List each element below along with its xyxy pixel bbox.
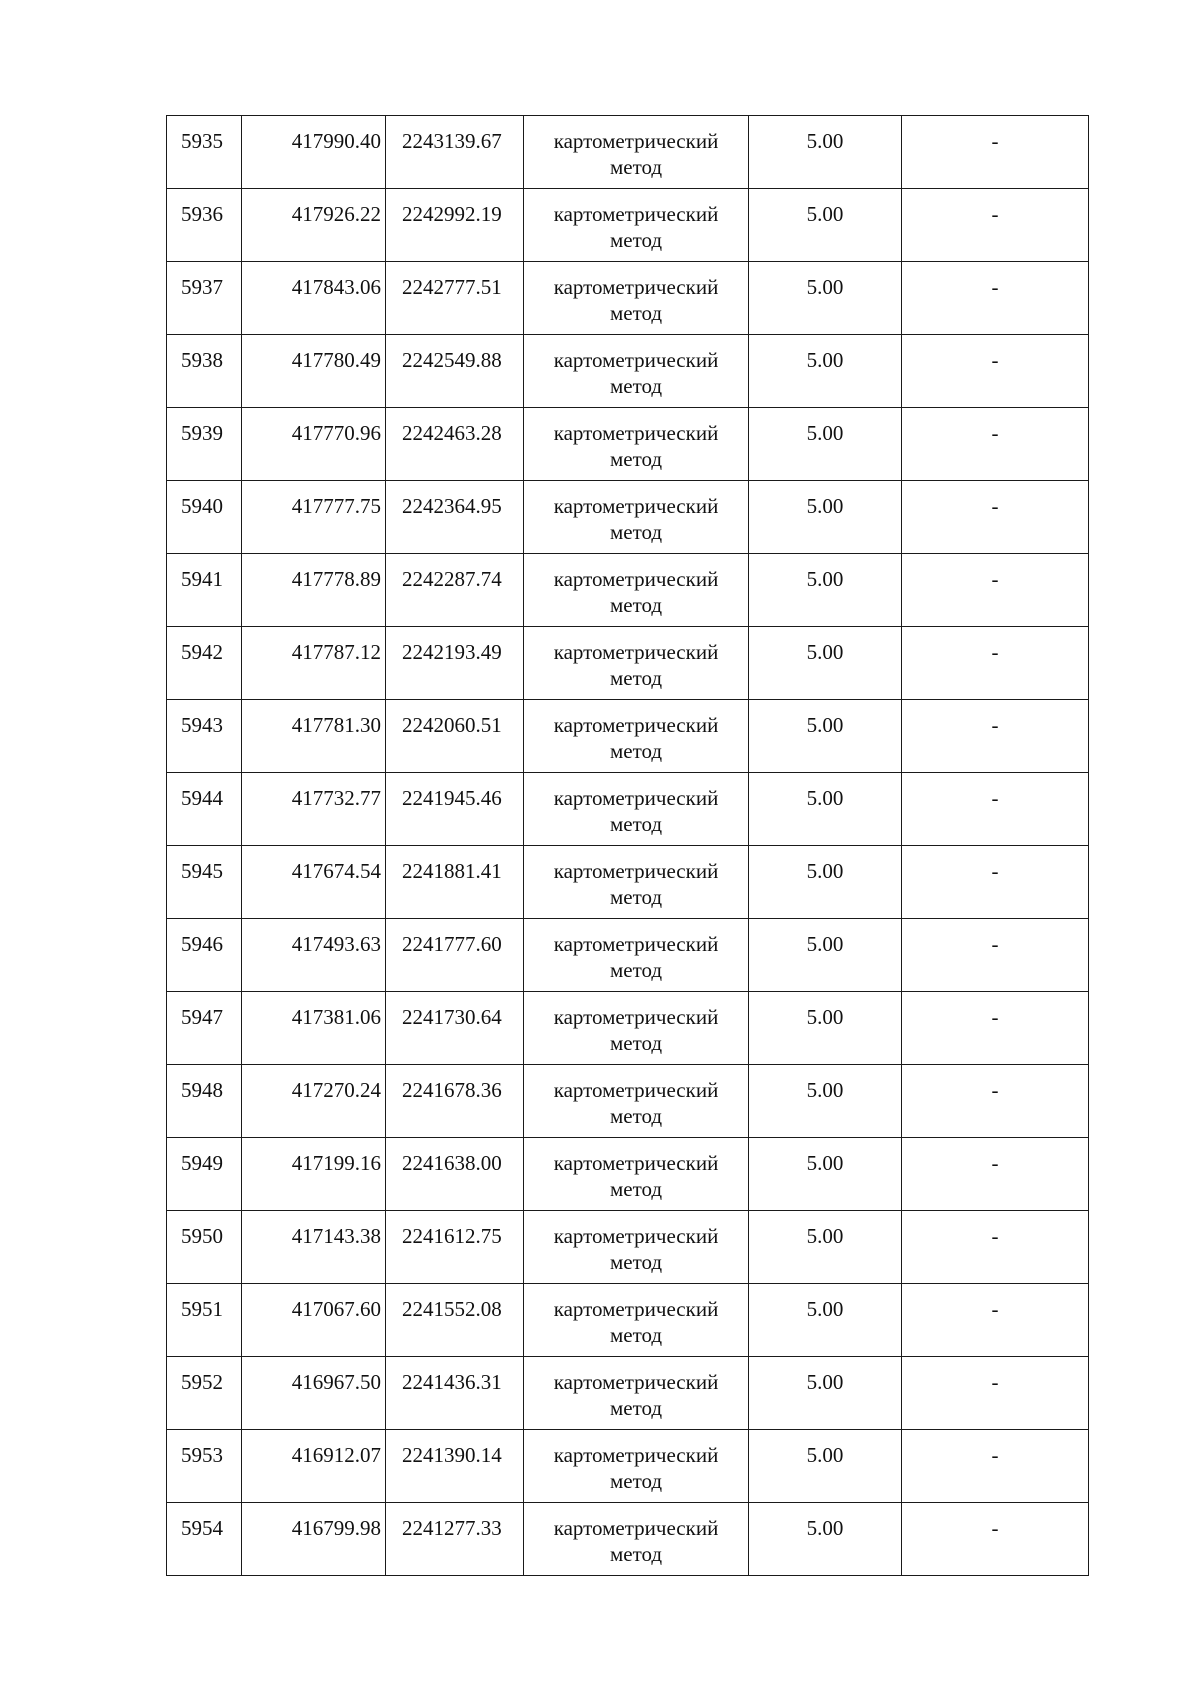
y-coordinate-cell: 2241436.31 [386,1357,524,1430]
accuracy-cell: 5.00 [749,919,902,992]
method-line-1: картометрический [553,494,719,518]
method-line-2: метод [609,1542,663,1566]
description-cell: - [902,262,1089,335]
method-line-1: картометрический [553,1297,719,1321]
accuracy-cell: 5.00 [749,1357,902,1430]
x-coordinate-cell: 417777.75 [242,481,386,554]
method-line-1: картометрический [553,932,719,956]
method-cell [524,1065,749,1138]
method-line-2: метод [609,666,663,690]
point-number-cell: 5938 [167,335,242,408]
method-line-2: метод [609,1469,663,1493]
method-cell [524,408,749,481]
accuracy-cell: 5.00 [749,1284,902,1357]
method-cell [524,846,749,919]
table-row [167,700,1089,773]
accuracy-cell: 5.00 [749,773,902,846]
method-line-1: картометрический [553,1370,719,1394]
table-row [167,1211,1089,1284]
table-row [167,116,1089,189]
method-line-1: картометрический [553,1151,719,1175]
y-coordinate-cell: 2241612.75 [386,1211,524,1284]
y-coordinate-cell: 2241881.41 [386,846,524,919]
description-cell: - [902,335,1089,408]
x-coordinate-cell: 416912.07 [242,1430,386,1503]
x-coordinate-cell: 417674.54 [242,846,386,919]
x-coordinate-cell: 416799.98 [242,1503,386,1576]
method-line-2: метод [609,1177,663,1201]
accuracy-cell: 5.00 [749,1430,902,1503]
method-line-1: картометрический [553,1005,719,1029]
description-cell: - [902,1284,1089,1357]
description-cell: - [902,1430,1089,1503]
method-line-2: метод [609,1250,663,1274]
method-cell [524,1503,749,1576]
method-line-1: картометрический [553,713,719,737]
method-line-1: картометрический [553,129,719,153]
method-line-1: картометрический [553,1224,719,1248]
description-cell: - [902,189,1089,262]
description-cell: - [902,408,1089,481]
method-line-1: картометрический [553,1443,719,1467]
accuracy-cell: 5.00 [749,1138,902,1211]
x-coordinate-cell: 416967.50 [242,1357,386,1430]
y-coordinate-cell: 2242463.28 [386,408,524,481]
method-line-2: метод [609,301,663,325]
point-number-cell: 5935 [167,116,242,189]
point-number-cell: 5952 [167,1357,242,1430]
y-coordinate-cell: 2242060.51 [386,700,524,773]
x-coordinate-cell: 417067.60 [242,1284,386,1357]
description-cell: - [902,1211,1089,1284]
method-line-2: метод [609,593,663,617]
description-cell: - [902,992,1089,1065]
description-cell: - [902,116,1089,189]
method-cell [524,1357,749,1430]
accuracy-cell: 5.00 [749,335,902,408]
x-coordinate-cell: 417381.06 [242,992,386,1065]
y-coordinate-cell: 2241390.14 [386,1430,524,1503]
method-cell [524,1284,749,1357]
method-cell [524,335,749,408]
accuracy-cell: 5.00 [749,189,902,262]
method-cell [524,1430,749,1503]
point-number-cell: 5953 [167,1430,242,1503]
table-row [167,1284,1089,1357]
point-number-cell: 5944 [167,773,242,846]
y-coordinate-cell: 2242364.95 [386,481,524,554]
table-row [167,262,1089,335]
description-cell: - [902,1138,1089,1211]
method-line-1: картометрический [553,275,719,299]
point-number-cell: 5940 [167,481,242,554]
method-line-2: метод [609,228,663,252]
y-coordinate-cell: 2242287.74 [386,554,524,627]
method-line-2: метод [609,1323,663,1347]
point-number-cell: 5949 [167,1138,242,1211]
table-row [167,627,1089,700]
point-number-cell: 5946 [167,919,242,992]
x-coordinate-cell: 417787.12 [242,627,386,700]
point-number-cell: 5941 [167,554,242,627]
method-line-2: метод [609,885,663,909]
y-coordinate-cell: 2242193.49 [386,627,524,700]
method-line-2: метод [609,374,663,398]
y-coordinate-cell: 2242777.51 [386,262,524,335]
x-coordinate-cell: 417780.49 [242,335,386,408]
accuracy-cell: 5.00 [749,1503,902,1576]
method-line-1: картометрический [553,786,719,810]
description-cell: - [902,773,1089,846]
method-cell [524,481,749,554]
x-coordinate-cell: 417778.89 [242,554,386,627]
method-line-1: картометрический [553,567,719,591]
method-cell [524,992,749,1065]
accuracy-cell: 5.00 [749,700,902,773]
description-cell: - [902,1065,1089,1138]
point-number-cell: 5954 [167,1503,242,1576]
description-cell: - [902,1503,1089,1576]
point-number-cell: 5937 [167,262,242,335]
y-coordinate-cell: 2241277.33 [386,1503,524,1576]
accuracy-cell: 5.00 [749,262,902,335]
description-cell: - [902,846,1089,919]
description-cell: - [902,481,1089,554]
method-cell [524,1211,749,1284]
point-number-cell: 5947 [167,992,242,1065]
method-cell [524,700,749,773]
x-coordinate-cell: 417270.24 [242,1065,386,1138]
method-line-2: метод [609,1396,663,1420]
method-line-2: метод [609,520,663,544]
table-row [167,919,1089,992]
accuracy-cell: 5.00 [749,481,902,554]
method-line-1: картометрический [553,1078,719,1102]
coordinates-table-body [167,116,1089,1576]
x-coordinate-cell: 417143.38 [242,1211,386,1284]
x-coordinate-cell: 417493.63 [242,919,386,992]
method-cell [524,116,749,189]
table-row [167,1357,1089,1430]
table-row [167,992,1089,1065]
table-row [167,1138,1089,1211]
point-number-cell: 5936 [167,189,242,262]
description-cell: - [902,627,1089,700]
y-coordinate-cell: 2241945.46 [386,773,524,846]
accuracy-cell: 5.00 [749,627,902,700]
accuracy-cell: 5.00 [749,846,902,919]
method-cell [524,189,749,262]
x-coordinate-cell: 417990.40 [242,116,386,189]
point-number-cell: 5945 [167,846,242,919]
table-row [167,189,1089,262]
accuracy-cell: 5.00 [749,992,902,1065]
table-row [167,408,1089,481]
x-coordinate-cell: 417770.96 [242,408,386,481]
y-coordinate-cell: 2241777.60 [386,919,524,992]
point-number-cell: 5943 [167,700,242,773]
method-cell [524,262,749,335]
method-cell [524,1138,749,1211]
method-line-2: метод [609,812,663,836]
table-row [167,481,1089,554]
method-line-2: метод [609,155,663,179]
y-coordinate-cell: 2243139.67 [386,116,524,189]
table-row [167,1430,1089,1503]
accuracy-cell: 5.00 [749,408,902,481]
point-number-cell: 5951 [167,1284,242,1357]
method-line-1: картометрический [553,421,719,445]
table-row [167,1503,1089,1576]
description-cell: - [902,919,1089,992]
description-cell: - [902,554,1089,627]
y-coordinate-cell: 2242549.88 [386,335,524,408]
x-coordinate-cell: 417843.06 [242,262,386,335]
y-coordinate-cell: 2241730.64 [386,992,524,1065]
method-line-2: метод [609,958,663,982]
method-line-1: картометрический [553,1516,719,1540]
method-cell [524,773,749,846]
point-number-cell: 5939 [167,408,242,481]
method-line-1: картометрический [553,859,719,883]
method-line-2: метод [609,1031,663,1055]
description-cell: - [902,1357,1089,1430]
table-row [167,773,1089,846]
method-line-1: картометрический [553,348,719,372]
accuracy-cell: 5.00 [749,116,902,189]
table-row [167,554,1089,627]
method-line-2: метод [609,447,663,471]
point-number-cell: 5950 [167,1211,242,1284]
table-row [167,1065,1089,1138]
point-number-cell: 5942 [167,627,242,700]
table-row [167,335,1089,408]
method-cell [524,627,749,700]
method-cell [524,919,749,992]
method-line-1: картометрический [553,640,719,664]
y-coordinate-cell: 2241678.36 [386,1065,524,1138]
table-row [167,846,1089,919]
coordinates-table [166,115,1089,1576]
method-cell [524,554,749,627]
x-coordinate-cell: 417199.16 [242,1138,386,1211]
method-line-2: метод [609,1104,663,1128]
x-coordinate-cell: 417732.77 [242,773,386,846]
accuracy-cell: 5.00 [749,1211,902,1284]
x-coordinate-cell: 417781.30 [242,700,386,773]
x-coordinate-cell: 417926.22 [242,189,386,262]
accuracy-cell: 5.00 [749,554,902,627]
accuracy-cell: 5.00 [749,1065,902,1138]
description-cell: - [902,700,1089,773]
method-line-1: картометрический [553,202,719,226]
method-line-2: метод [609,739,663,763]
point-number-cell: 5948 [167,1065,242,1138]
y-coordinate-cell: 2242992.19 [386,189,524,262]
y-coordinate-cell: 2241638.00 [386,1138,524,1211]
y-coordinate-cell: 2241552.08 [386,1284,524,1357]
